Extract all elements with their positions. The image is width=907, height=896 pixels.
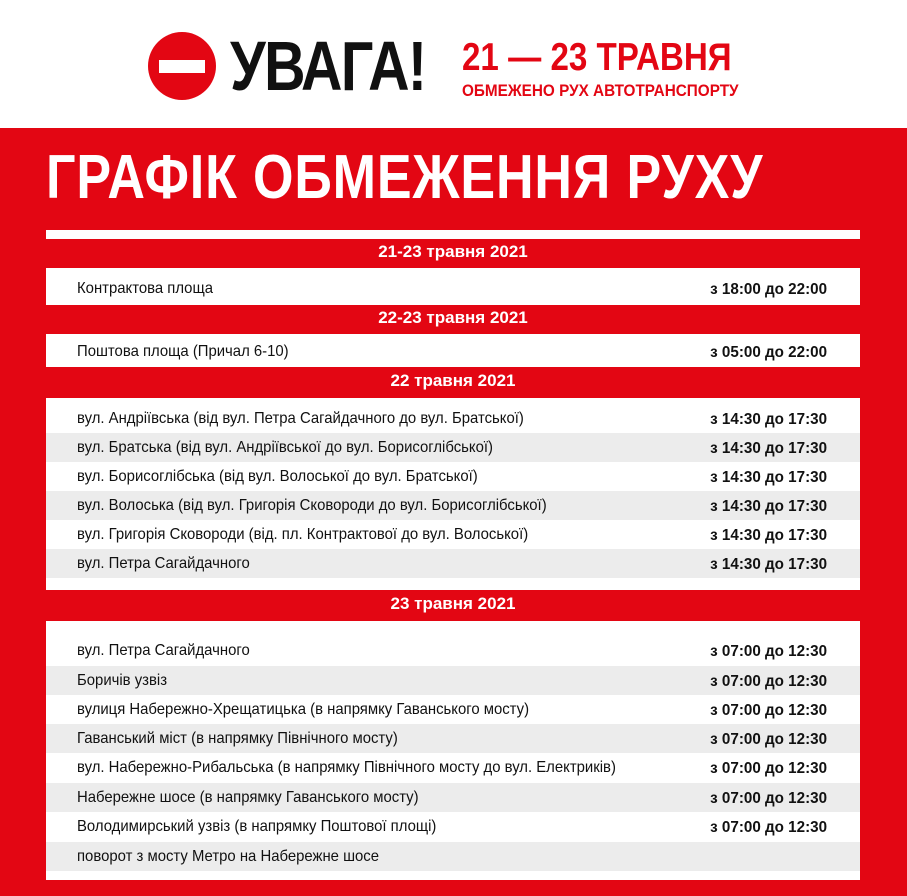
restriction-subtitle: ОБМЕЖЕНО РУХ АВТОТРАНСПОРТУ [462,81,739,100]
schedule-row [46,549,860,578]
schedule-row [46,274,860,303]
row-place: вул. Волоська (від вул. Григорія Сковороди до вул. Борисоглібської) [77,497,547,514]
row-time: з 05:00 до 22:00 [710,344,827,361]
row-place: поворот з мосту Метро на Набережне шосе [77,848,380,865]
schedule-table [46,230,860,880]
no-entry-icon [148,32,216,100]
row-place: вул. Борисоглібська (від вул. Волоської до вул. Братської) [77,468,478,485]
row-place: вулиця Набережно-Хрещатицька (в напрямку Гаванського мосту) [77,701,530,718]
schedule-row [46,812,860,841]
schedule-row [46,636,860,665]
schedule-row [46,666,860,695]
row-time: з 14:30 до 17:30 [710,556,827,573]
row-place: вул. Набережно-Рибальська (в напрямку Північного мосту до вул. Електриків) [77,759,616,776]
section-heading: 23 травня 2021 [46,587,860,621]
schedule-row [46,433,860,462]
row-time: з 07:00 до 12:30 [710,819,827,836]
page-title: ГРАФІК ОБМЕЖЕННЯ РУХУ [46,143,764,212]
row-place: вул. Братська (від вул. Андріївської до вул. Борисоглібської) [77,439,493,456]
section-heading: 22 травня 2021 [46,364,860,398]
row-place: Володимирський узвіз (в напрямку Поштової площі) [77,818,437,835]
row-time: з 14:30 до 17:30 [710,498,827,515]
schedule-row [46,337,860,366]
row-place: вул. Григорія Сковороди (від. пл. Контрактової до вул. Волоської) [77,526,529,543]
row-place: вул. Андріївська (від вул. Петра Сагайдачного до вул. Братської) [77,410,524,427]
row-time: з 14:30 до 17:30 [710,411,827,428]
schedule-row [46,695,860,724]
header [0,0,907,128]
row-time: з 07:00 до 12:30 [710,731,827,748]
schedule-row [46,404,860,433]
no-entry-bar [159,60,205,73]
section-heading: 21-23 травня 2021 [46,236,860,268]
row-time: з 07:00 до 12:30 [710,643,827,660]
schedule-row [46,753,860,782]
section-heading: 22-23 травня 2021 [46,302,860,334]
row-place: Боричів узвіз [77,672,168,689]
schedule-row [46,520,860,549]
row-time: з 07:00 до 12:30 [710,673,827,690]
row-time: з 14:30 до 17:30 [710,440,827,457]
row-place: вул. Петра Сагайдачного [77,642,250,659]
warning-title: УВАГА! [230,27,426,105]
row-time: з 14:30 до 17:30 [710,469,827,486]
schedule-row [46,842,860,871]
row-time: з 07:00 до 12:30 [710,760,827,777]
row-place: Набережне шосе (в напрямку Гаванського мосту) [77,789,419,806]
row-time: з 18:00 до 22:00 [710,281,827,298]
row-place: Контрактова площа [77,280,213,297]
row-place: вул. Петра Сагайдачного [77,555,250,572]
schedule-row [46,462,860,491]
schedule-row [46,783,860,812]
row-time: з 07:00 до 12:30 [710,702,827,719]
schedule-row [46,491,860,520]
row-place: Поштова площа (Причал 6-10) [77,343,289,360]
row-place: Гаванський міст (в напрямку Північного мосту) [77,730,398,747]
row-time: з 07:00 до 12:30 [710,790,827,807]
schedule-row [46,724,860,753]
dates-heading: 21 — 23 ТРАВНЯ [462,36,732,79]
row-time: з 14:30 до 17:30 [710,527,827,544]
